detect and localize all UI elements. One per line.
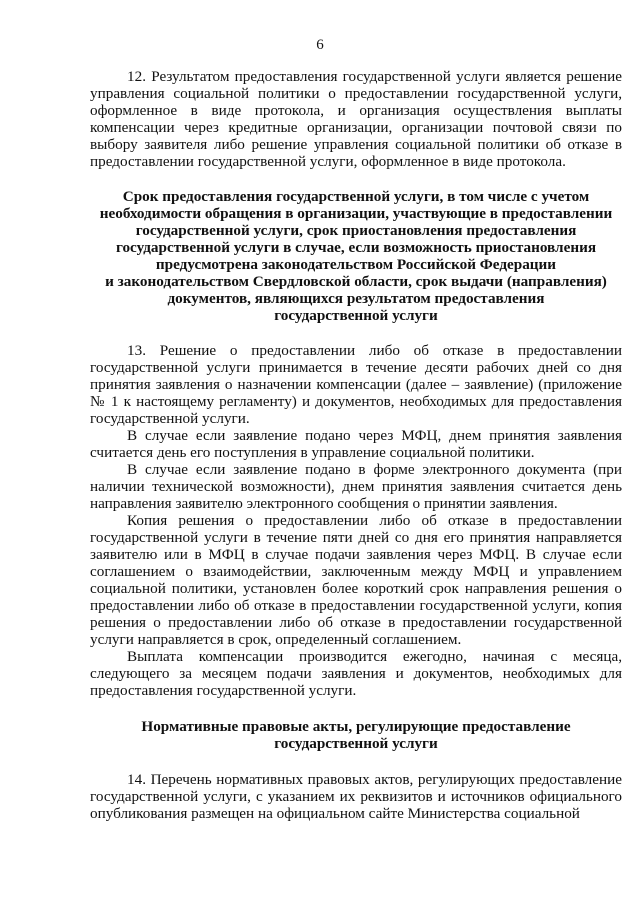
heading-line: Нормативные правовые акты, регулирующие предоставление xyxy=(141,718,571,735)
heading-line: государственной услуги, срок приостановления предоставления xyxy=(135,222,577,239)
document-body xyxy=(90,68,622,822)
paragraph-13-electronic: В случае если заявление подано в форме электронного документа (при наличии технической возможности), днем принятия заявления считается день направления заявителю электронного сообщения о принятии заявления. xyxy=(90,461,622,512)
heading-line: необходимости обращения в организации, участвующие в предоставлении xyxy=(99,205,613,222)
heading-line: государственной услуги xyxy=(274,307,438,324)
heading-legal-acts xyxy=(90,718,622,752)
page-number: 6 xyxy=(316,37,324,53)
heading-line: предусмотрена законодательством Российской Федерации xyxy=(155,256,557,273)
heading-line: и законодательством Свердловской области, срок выдачи (направления) xyxy=(105,273,607,290)
heading-line: документов, являющихся результатом предоставления xyxy=(167,290,545,307)
paragraph-12: 12. Результатом предоставления государственной услуги является решение управления социальной политики о предоставлении государственной услуги, оформленное в виде протокола, и организация осуществления выплаты компенсации через кредитные организации, организации почтовой связи по выбору заявителя либо решение управления социальной политики об отказе в предоставлении государственной услуги, оформленное в виде протокола. xyxy=(90,68,622,170)
heading-line: Срок предоставления государственной услуги, в том числе с учетом xyxy=(122,188,590,205)
paragraph-14: 14. Перечень нормативных правовых актов, регулирующих предоставление государственной услуги, с указанием их реквизитов и источников официального опубликования размещен на официальном сайте Министерства социальной xyxy=(90,771,622,822)
heading-line: государственной услуги в случае, если возможность приостановления xyxy=(115,239,597,256)
paragraph-13-payment: Выплата компенсации производится ежегодно, начиная с месяца, следующего за месяцем подачи заявления и документов, необходимых для предоставления государственной услуги. xyxy=(90,648,622,699)
paragraph-13-decision-copy: Копия решения о предоставлении либо об отказе в предоставлении государственной услуги в течение пяти дней со дня его принятия направляется заявителю или в МФЦ в случае подачи заявления через МФЦ. В случае если соглашением о взаимодействии, заключенным между МФЦ и управлением социальной политики, установлен более короткий срок направления решения о предоставлении либо об отказе в предоставлении государственной услуги, копия решения о предоставлении либо об отказе в предоставлении государственной услуги направляется в срок, определенный соглашением. xyxy=(90,512,622,648)
paragraph-13: 13. Решение о предоставлении либо об отказе в предоставлении государственной услуги принимается в течение десяти рабочих дней со дня принятия заявления о назначении компенсации (далее – заявление) (приложение № 1 к настоящему регламенту) и документов, необходимых для предоставления государственной услуги. xyxy=(90,342,622,427)
paragraph-13-mfc: В случае если заявление подано через МФЦ, днем принятия заявления считается день его поступления в управление социальной политики. xyxy=(90,427,622,461)
heading-service-term xyxy=(90,188,622,324)
heading-line: государственной услуги xyxy=(274,735,438,752)
